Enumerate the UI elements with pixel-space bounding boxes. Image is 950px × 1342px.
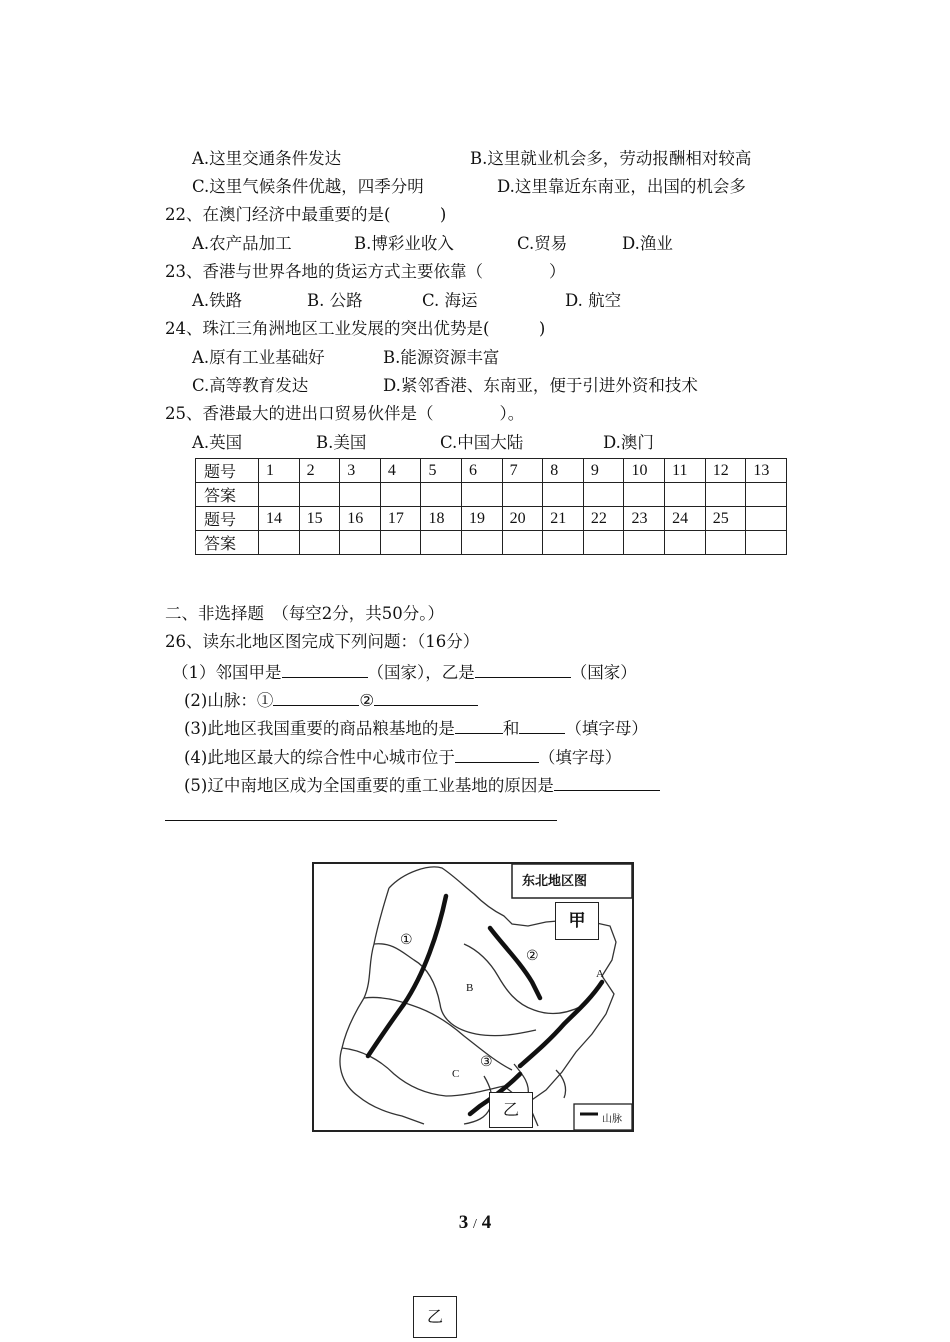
page-total: 4 bbox=[481, 1212, 492, 1233]
q26-part3-text-c: （填字母） bbox=[565, 719, 648, 738]
answer-cell[interactable] bbox=[299, 531, 340, 555]
q25-option-b: B.美国 bbox=[316, 433, 367, 452]
table-cell: 11 bbox=[665, 459, 706, 483]
grain-base-blank-2[interactable] bbox=[519, 717, 565, 734]
map-letter-c: C bbox=[452, 1068, 460, 1080]
q26-part1-text-b: （国家），乙是 bbox=[367, 663, 475, 682]
table-row bbox=[196, 507, 787, 531]
map-legend-label: 山脉 bbox=[602, 1114, 622, 1125]
row-label-question: 题号 bbox=[196, 459, 259, 483]
q23-option-b: B. 公路 bbox=[307, 291, 363, 310]
table-cell: 20 bbox=[502, 507, 543, 531]
table-cell: 17 bbox=[380, 507, 421, 531]
q25-option-c: C.中国大陆 bbox=[440, 433, 524, 452]
answer-cell[interactable] bbox=[259, 531, 300, 555]
q24-option-d: D.紧邻香港、东南亚，便于引进外资和技术 bbox=[383, 376, 698, 395]
marker-1: ① bbox=[400, 932, 413, 948]
answer-cell[interactable] bbox=[543, 483, 584, 507]
q23-option-a: A.铁路 bbox=[192, 291, 243, 310]
q25-stem: 25、香港最大的进出口贸易伙伴是（ ）。 bbox=[165, 404, 525, 423]
answer-cell[interactable] bbox=[543, 531, 584, 555]
q26-part2 bbox=[184, 689, 478, 711]
table-cell: 8 bbox=[543, 459, 584, 483]
q23-option-d: D. 航空 bbox=[565, 291, 622, 310]
table-row bbox=[196, 483, 787, 507]
q22-stem: 22、在澳门经济中最重要的是( ) bbox=[165, 205, 447, 224]
map-letter-b: B bbox=[466, 982, 474, 994]
answer-continuation-line[interactable] bbox=[165, 820, 557, 821]
answer-cell[interactable] bbox=[624, 483, 665, 507]
answer-cell[interactable] bbox=[746, 483, 787, 507]
marker-2: ② bbox=[526, 948, 539, 964]
answer-cell[interactable] bbox=[462, 531, 503, 555]
q26-stem: 26、读东北地区图完成下列问题：（16分） bbox=[165, 632, 480, 651]
table-cell bbox=[746, 507, 787, 531]
table-cell: 14 bbox=[259, 507, 300, 531]
q26-part2-text-a: (2)山脉：① bbox=[184, 691, 274, 710]
q24-stem: 24、珠江三角洲地区工业发展的突出优势是( ) bbox=[165, 319, 546, 338]
table-cell: 2 bbox=[299, 459, 340, 483]
q22-option-c: C.贸易 bbox=[517, 234, 568, 253]
q26-part4-text-b: （填字母） bbox=[538, 748, 622, 767]
q23-option-c: C. 海运 bbox=[422, 291, 478, 310]
table-cell: 1 bbox=[259, 459, 300, 483]
table-cell: 4 bbox=[380, 459, 421, 483]
answer-table bbox=[195, 458, 787, 555]
answer-cell[interactable] bbox=[502, 531, 543, 555]
q21-option-c: C.这里气候条件优越，四季分明 bbox=[192, 177, 424, 196]
table-cell: 22 bbox=[583, 507, 624, 531]
q21-option-d: D.这里靠近东南亚，出国的机会多 bbox=[497, 177, 746, 196]
map-label-jia: 甲 bbox=[555, 902, 599, 940]
table-cell: 25 bbox=[705, 507, 746, 531]
answer-cell[interactable] bbox=[421, 483, 462, 507]
stray-label-yi: 乙 bbox=[413, 1296, 457, 1338]
q25-option-d: D.澳门 bbox=[603, 433, 654, 452]
table-cell: 9 bbox=[583, 459, 624, 483]
q24-option-b: B.能源资源丰富 bbox=[383, 348, 500, 367]
industry-reason-blank[interactable] bbox=[554, 774, 660, 791]
answer-cell[interactable] bbox=[746, 531, 787, 555]
table-cell: 6 bbox=[462, 459, 503, 483]
q21-option-b: B.这里就业机会多，劳动报酬相对较高 bbox=[470, 149, 752, 168]
map-letter-a: A bbox=[596, 968, 604, 980]
q26-part1 bbox=[172, 661, 637, 683]
table-row bbox=[196, 459, 787, 483]
q25-option-a: A.英国 bbox=[192, 433, 243, 452]
q22-option-a: A.农产品加工 bbox=[192, 234, 292, 253]
mountain-1-blank[interactable] bbox=[273, 689, 359, 706]
row-label-answer: 答案 bbox=[196, 531, 259, 555]
mountain-2-blank[interactable] bbox=[374, 689, 478, 706]
q26-part5-text-a: (5)辽中南地区成为全国重要的重工业基地的原因是 bbox=[184, 776, 554, 795]
q24-option-a: A.原有工业基础好 bbox=[192, 348, 325, 367]
table-cell: 24 bbox=[665, 507, 706, 531]
q26-part1-text-c: （国家） bbox=[570, 663, 637, 682]
table-cell: 12 bbox=[705, 459, 746, 483]
central-city-blank[interactable] bbox=[455, 746, 539, 763]
answer-cell[interactable] bbox=[665, 531, 706, 555]
q22-option-b: B.博彩业收入 bbox=[354, 234, 454, 253]
table-cell: 13 bbox=[746, 459, 787, 483]
q26-part3-text-a: (3)此地区我国重要的商品粮基地的是 bbox=[184, 719, 455, 738]
answer-cell[interactable] bbox=[705, 483, 746, 507]
q24-option-c: C.高等教育发达 bbox=[192, 376, 309, 395]
row-label-answer: 答案 bbox=[196, 483, 259, 507]
q26-part5 bbox=[184, 774, 660, 796]
q23-stem: 23、香港与世界各地的货运方式主要依靠（ ） bbox=[165, 262, 566, 281]
answer-cell[interactable] bbox=[665, 483, 706, 507]
marker-3: ③ bbox=[480, 1054, 493, 1070]
answer-cell[interactable] bbox=[299, 483, 340, 507]
q21-option-a: A.这里交通条件发达 bbox=[192, 149, 342, 168]
page-current: 3 bbox=[458, 1212, 469, 1233]
page-separator: / bbox=[473, 1217, 477, 1232]
northeast-map bbox=[312, 862, 634, 1132]
table-cell: 3 bbox=[340, 459, 381, 483]
row-label-question: 题号 bbox=[196, 507, 259, 531]
q26-part1-text-a: （1）邻国甲是 bbox=[172, 663, 282, 682]
table-cell: 19 bbox=[462, 507, 503, 531]
table-cell: 23 bbox=[624, 507, 665, 531]
neighbor-yi-blank[interactable] bbox=[475, 661, 571, 678]
map-label-yi: 乙 bbox=[489, 1092, 533, 1128]
answer-cell[interactable] bbox=[421, 531, 462, 555]
answer-cell[interactable] bbox=[380, 483, 421, 507]
table-cell: 10 bbox=[624, 459, 665, 483]
answer-cell[interactable] bbox=[340, 483, 381, 507]
q22-option-d: D.渔业 bbox=[622, 234, 673, 253]
table-row bbox=[196, 531, 787, 555]
table-cell: 15 bbox=[299, 507, 340, 531]
page-number bbox=[0, 1212, 950, 1234]
answer-cell[interactable] bbox=[502, 483, 543, 507]
section2-title: 二、非选择题 （每空2分，共50分。） bbox=[165, 604, 444, 623]
q26-part4 bbox=[184, 746, 621, 768]
answer-cell[interactable] bbox=[705, 531, 746, 555]
answer-cell[interactable] bbox=[380, 531, 421, 555]
answer-cell[interactable] bbox=[259, 483, 300, 507]
table-cell: 21 bbox=[543, 507, 584, 531]
table-cell: 18 bbox=[421, 507, 462, 531]
range-3a bbox=[520, 982, 602, 1066]
answer-cell[interactable] bbox=[583, 483, 624, 507]
table-cell: 7 bbox=[502, 459, 543, 483]
grain-base-blank-1[interactable] bbox=[455, 717, 503, 734]
q26-part2-text-b: ② bbox=[359, 691, 375, 710]
answer-cell[interactable] bbox=[583, 531, 624, 555]
answer-cell[interactable] bbox=[462, 483, 503, 507]
answer-cell[interactable] bbox=[624, 531, 665, 555]
q26-part3-text-b: 和 bbox=[502, 719, 520, 738]
answer-cell[interactable] bbox=[340, 531, 381, 555]
map-title: 东北地区图 bbox=[522, 874, 588, 889]
neighbor-jia-blank[interactable] bbox=[282, 661, 368, 678]
q26-part3 bbox=[184, 717, 648, 739]
table-cell: 5 bbox=[421, 459, 462, 483]
table-cell: 16 bbox=[340, 507, 381, 531]
q26-part4-text-a: (4)此地区最大的综合性中心城市位于 bbox=[184, 748, 455, 767]
